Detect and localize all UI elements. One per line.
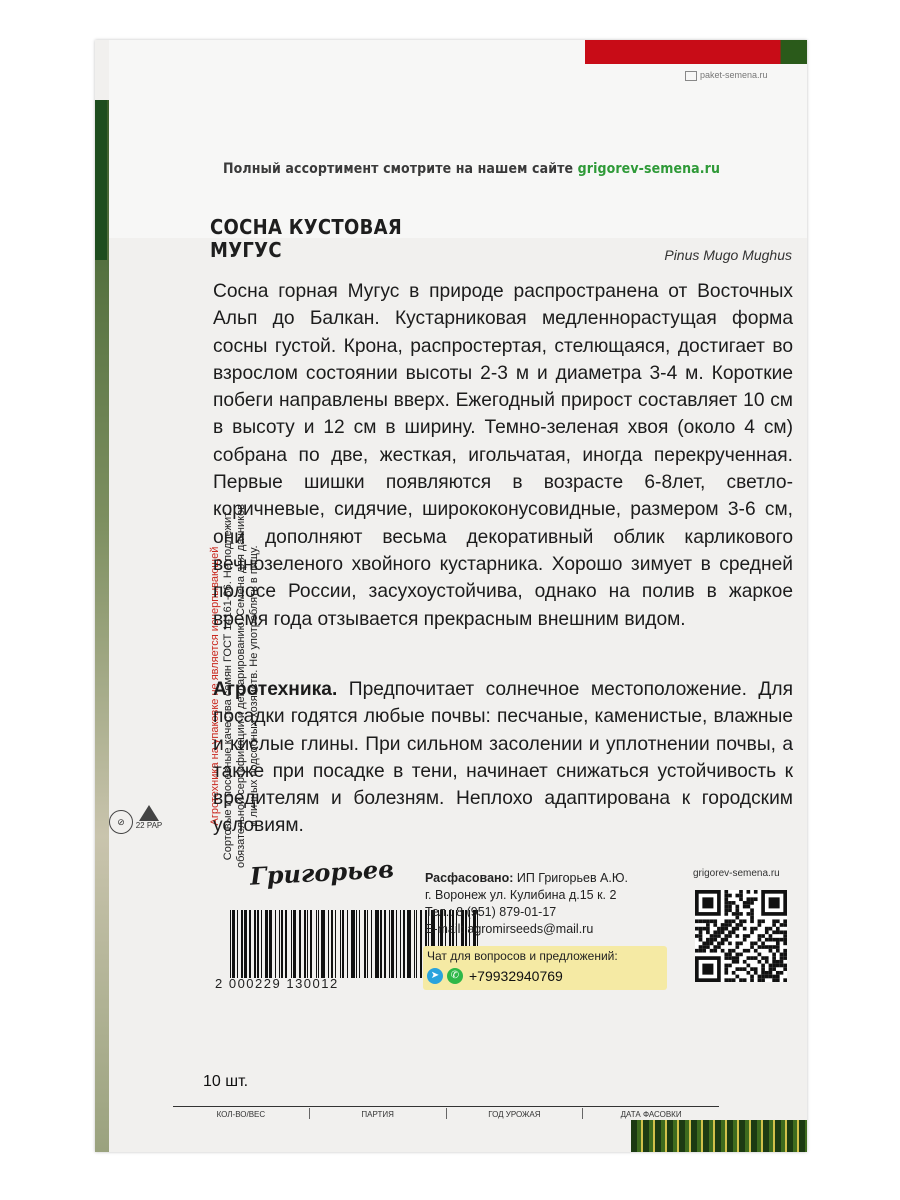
footer-col-qty: КОЛ-ВО/ВЕС	[216, 1110, 266, 1119]
barcode-bar	[420, 910, 422, 978]
barcode-bar	[380, 910, 382, 978]
barcode-bar	[281, 910, 282, 978]
quantity: 10 шт.	[203, 1073, 249, 1090]
barcode-bar	[261, 910, 262, 978]
barcode-bar	[307, 910, 308, 978]
footer-col-year: ГОД УРОЖАЯ	[446, 1108, 583, 1119]
chat-box	[423, 946, 667, 990]
banner-text: Полный ассортимент смотрите на нашем сайте	[223, 161, 574, 177]
title-line-2: МУГУС	[210, 238, 282, 262]
brand-logo: Григорьев	[249, 854, 395, 891]
barcode-bar	[285, 910, 287, 978]
barcode-bar	[364, 910, 366, 978]
packer-email: E-mail: agromirseeds@mail.ru	[425, 922, 594, 936]
recycle-code: 22 PAP	[135, 821, 163, 830]
chat-label: Чат для вопросов и предложений:	[427, 949, 618, 963]
corner-photo-strip	[631, 1120, 807, 1152]
agrotechnics	[213, 676, 793, 840]
barcode-bar	[269, 910, 273, 978]
left-dark-strip	[95, 100, 107, 260]
barcode-bar	[249, 910, 250, 978]
whatsapp-icon[interactable]: ✆	[447, 968, 463, 984]
side-line-3: и личных подсобных хозяйств. Не употреблять в пищу.	[248, 545, 260, 827]
barcode-bar	[416, 910, 417, 978]
qr-site: grigorev-semena.ru	[693, 868, 780, 879]
no-food-icon: ⊘	[109, 810, 133, 834]
product-title	[210, 216, 402, 262]
barcode-bar	[400, 910, 401, 978]
barcode-bar	[291, 910, 292, 978]
barcode-bar	[347, 910, 348, 978]
qr-code[interactable]	[695, 890, 787, 982]
barcode-bar	[275, 910, 276, 978]
barcode-bar	[304, 910, 305, 978]
paket-logo	[685, 70, 768, 81]
barcode-bar	[230, 910, 231, 978]
barcode-number: 2 000229 130012	[215, 976, 339, 991]
barcode-bar	[389, 910, 390, 978]
barcode-bar	[241, 910, 242, 978]
latin-name: Pinus Mugo Mughus	[664, 247, 792, 263]
recycle-icon	[135, 805, 163, 837]
packet-icon	[685, 71, 697, 81]
barcode-bar	[356, 910, 357, 978]
barcode-bar	[310, 910, 312, 978]
barcode-bar	[403, 910, 405, 978]
chat-phone[interactable]: +79932940769	[469, 968, 563, 984]
footer-table	[173, 1108, 719, 1119]
barcode-bar	[232, 910, 234, 978]
barcode-bar	[254, 910, 256, 978]
barcode-bar	[407, 910, 411, 978]
packer-name: ИП Григорьев А.Ю.	[513, 871, 628, 885]
packer-phone: Тел.: 8 (951) 879-01-17	[425, 905, 557, 919]
footer-col-batch: ПАРТИЯ	[309, 1108, 446, 1119]
site-banner	[223, 161, 720, 177]
barcode-bar	[321, 910, 325, 978]
barcode-bar	[359, 910, 360, 978]
packer-label: Расфасовано:	[425, 871, 514, 885]
barcode-bar	[279, 910, 280, 978]
barcode-bar	[396, 910, 397, 978]
barcode-bar	[328, 910, 329, 978]
agro-text: Предпочитает солнечное местоположение. Для посадки годятся любые почвы: песчаные, каменистые, влажные и кислые глины. При сильном засолении и уплотнении почвы, а также при посадке в тени, начинает снижаться устойчивость к вредителям и болезням. Неплохо адаптирована к городским условиям.	[213, 679, 793, 837]
top-color-band	[585, 40, 807, 64]
barcode-bar	[237, 910, 238, 978]
barcode-bar	[244, 910, 248, 978]
title-line-1: СОСНА КУСТОВАЯ	[210, 215, 402, 239]
packer-line-1	[425, 870, 628, 887]
seed-packet	[95, 40, 807, 1152]
product-description: Сосна горная Мугус в природе распространена от Восточных Альп до Балкан. Кустарниковая медленнорастущая форма сосны густой. Крона, распростертая, стелющаяся, достигает во взрослом состоянии высоты 2-3 м и диаметра 3-4 м. Короткие побеги направлены вверх. Ежегодный прирост составляет 10 см в высоту и 12 см в ширину. Темно-зеленая хвоя (около 4 см) собрана по две, жесткая, игольчатая, иногда перекрученная. Первые шишки появляются в возрасте 6-8лет, светло-коричневые, сидячие, ширококонусовидные, размером 3-6 см, они дополняют весьма декоративный облик карликового вечнозеленого хвойного кустарника. Хорошо зимует в средней полосе России, засухоустойчива, однако на полив в жаркое время года отзывается прекрасным внешним видом.	[213, 281, 793, 630]
barcode-bar	[375, 910, 379, 978]
side-warning: Агротехника на упаковке не является исчерпывающей	[209, 546, 221, 826]
barcode-bar	[384, 910, 385, 978]
barcode-bar	[265, 910, 267, 978]
barcode-bar	[293, 910, 297, 978]
agro-label: Агротехника.	[213, 679, 338, 700]
barcode-bar	[342, 910, 344, 978]
side-line-2: обязательной сертификации и декларированию. Семена для дачников	[235, 503, 247, 869]
paket-site: paket-semena.ru	[700, 70, 768, 80]
barcode-bar	[391, 910, 393, 978]
telegram-icon[interactable]: ➤	[427, 968, 443, 984]
barcode-bar	[331, 910, 333, 978]
recycle-triangle-icon	[139, 805, 159, 821]
barcode-bar	[414, 910, 415, 978]
barcode-bar	[367, 910, 368, 978]
banner-site-link[interactable]: grigorev-semena.ru	[577, 161, 721, 177]
footer-rule	[173, 1106, 719, 1107]
packer-info	[425, 870, 628, 938]
side-line-1: Сортовые и посевные качества семян ГОСТ 14161-86. Не подлежит	[222, 511, 234, 861]
barcode-bar	[340, 910, 341, 978]
footer-col-date: ДАТА ФАСОВКИ	[582, 1108, 719, 1119]
barcode-bar	[318, 910, 319, 978]
barcode-bar	[257, 910, 258, 978]
barcode-bar	[299, 910, 301, 978]
barcode-bar	[316, 910, 317, 978]
barcode-bar	[351, 910, 355, 978]
packer-address: г. Воронеж ул. Кулибина д.15 к. 2	[425, 888, 617, 902]
barcode-bar	[371, 910, 372, 978]
chat-contacts	[427, 968, 563, 984]
barcode-bar	[335, 910, 336, 978]
